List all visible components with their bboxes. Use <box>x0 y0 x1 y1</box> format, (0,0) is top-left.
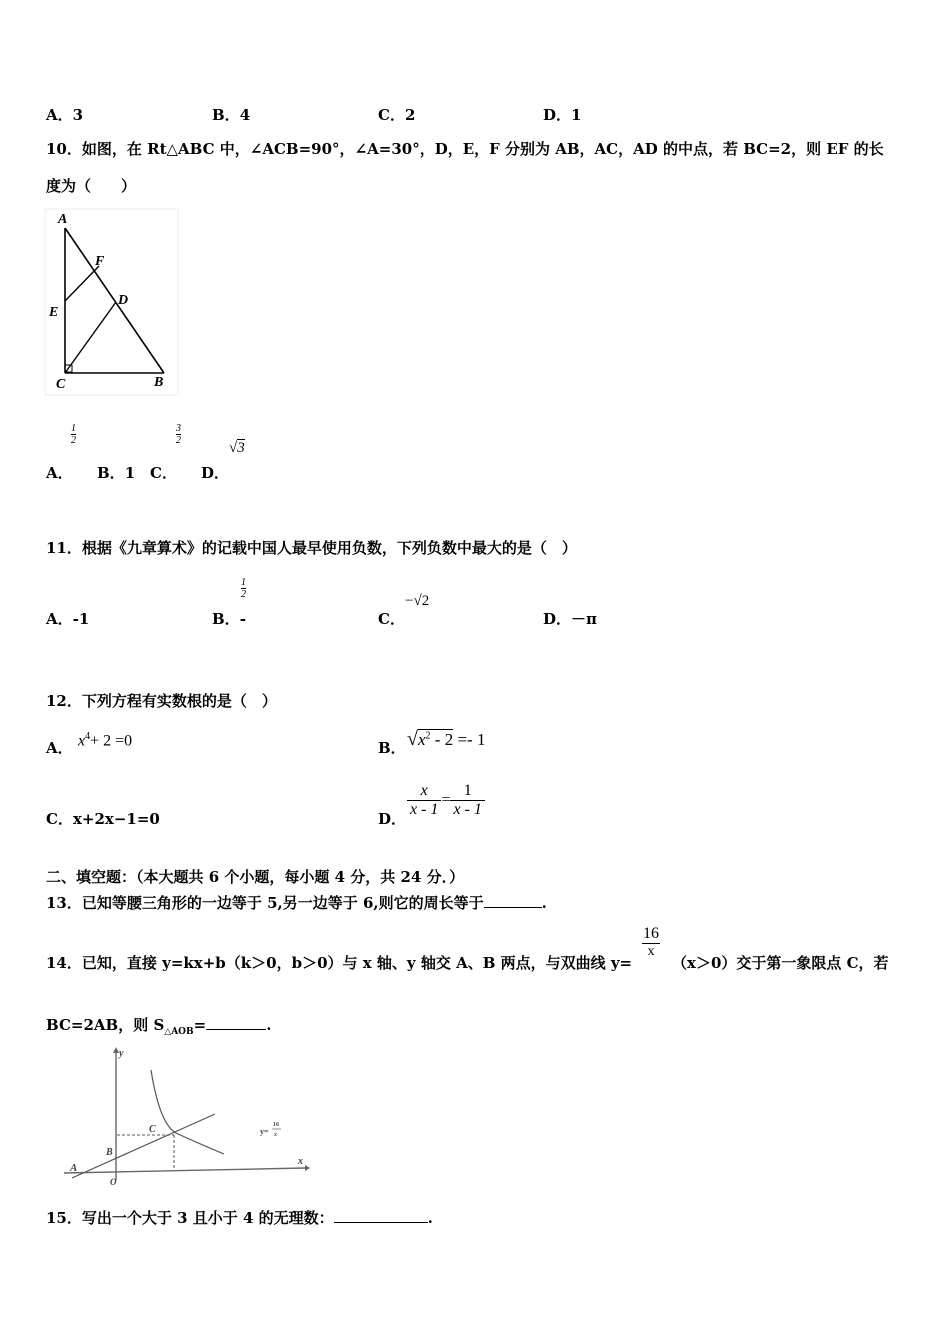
q14-answer-blank[interactable] <box>206 1029 266 1030</box>
q10-stem-line2: 度为（ ） <box>46 177 137 195</box>
q11-stem: 11．根据《九章算术》的记载中国人最早使用负数，下列负数中最大的是（ ） <box>46 539 577 557</box>
q15: 15．写出一个大于 3 且小于 4 的无理数： . <box>46 1209 433 1227</box>
section-2-heading: 二、填空题：（本大题共 6 个小题，每小题 4 分，共 24 分．） <box>46 868 465 886</box>
graph-label-a: A <box>70 1162 78 1174</box>
label-a: A <box>58 212 68 227</box>
q14-fraction: 16 x <box>643 925 659 959</box>
q13-answer-blank[interactable] <box>484 907 542 908</box>
q14-line2: BC=2AB，则 $S_{\triangle AOB}=$ . <box>46 1016 272 1037</box>
q12-option-b-letter: B． <box>378 739 406 757</box>
q10-stem-line1: 10．如图，在 Rt△ABC 中，∠ACB=90°，∠A=30°，D，E，F 分别为 AB，AC，AD 的中点，若 BC=2，则 EF 的长 <box>46 140 884 158</box>
hyperbola-curve <box>151 1070 224 1154</box>
q12-option-d-letter: D． <box>378 810 407 828</box>
q9-option-b: B．4 <box>212 106 251 124</box>
q11-option-d: D．－π <box>543 610 597 628</box>
q11-b-fraction: $\frac{1}{2}$ <box>241 577 246 600</box>
segment-ef <box>65 266 99 301</box>
graph-label-x: x <box>298 1156 303 1167</box>
q9-option-d: D．1 <box>543 106 582 124</box>
curve-label-num: 16 <box>273 1122 279 1128</box>
q14-line1-end: （x＞0）交于第一象限点 C，若 <box>672 954 889 972</box>
q14-line1: 14．已知，直接 y=kx+b（k＞0，b＞0）与 x 轴、y 轴交 A、B 两点，与双曲线 y= <box>46 954 633 972</box>
label-b: B <box>154 375 164 390</box>
q11-c-value: −√2 <box>405 593 430 609</box>
graph-label-o: O <box>110 1177 117 1187</box>
q10-option-b: B．1 <box>97 464 136 482</box>
label-f: F <box>95 254 105 269</box>
label-d: D <box>118 293 129 308</box>
label-c: C <box>56 377 66 392</box>
q9-option-c: C．2 <box>378 106 416 124</box>
q12-option-c: C．x+2x−1=0 <box>46 810 160 828</box>
q12-option-b-equation: $√x^2 - 2 =- 1$ <box>407 728 486 750</box>
q14-graph-figure <box>60 1042 325 1187</box>
q13: 13．已知等腰三角形的一边等于 5,另一边等于 6,则它的周长等于 . <box>46 894 547 912</box>
q11-option-a: A．-1 <box>46 610 90 628</box>
q10-triangle-figure <box>44 208 180 398</box>
q10-option-a-letter: A． <box>46 464 73 482</box>
q11-option-b: B．- <box>212 610 246 628</box>
q10-c-fraction: $\frac{3}{2}$ <box>176 423 181 446</box>
q10-d-sqrt: √3 <box>229 440 245 456</box>
graph-label-y: y <box>119 1048 124 1059</box>
x-axis-arrow <box>305 1165 310 1171</box>
q10-option-c-letter: C． <box>150 464 177 482</box>
graph-label-b: B <box>106 1147 113 1158</box>
label-e: E <box>49 305 59 320</box>
q11-option-c-letter: C． <box>378 610 405 628</box>
x-axis <box>64 1168 305 1173</box>
q15-answer-blank[interactable] <box>334 1222 428 1223</box>
graph-label-c: C <box>149 1124 156 1135</box>
segment-cd <box>65 302 116 373</box>
q9-option-a: A．3 <box>46 106 84 124</box>
line-y-kx-b <box>72 1114 215 1178</box>
q12-option-a-letter: A． <box>46 739 73 757</box>
curve-label-den: x <box>274 1132 277 1138</box>
q12-option-d-equation: $\frac{x}{x - 1}$ = $\frac{1}{x - 1}$ <box>407 782 485 819</box>
q12-option-a-equation: $x^4+ 2 =0$ <box>78 731 133 750</box>
curve-label-prefix: y= <box>260 1127 269 1136</box>
q10-a-fraction: $\frac{1}{2}$ <box>71 423 76 446</box>
q10-option-d-letter: D． <box>201 464 230 482</box>
q12-stem: 12．下列方程有实数根的是（ ） <box>46 692 277 710</box>
